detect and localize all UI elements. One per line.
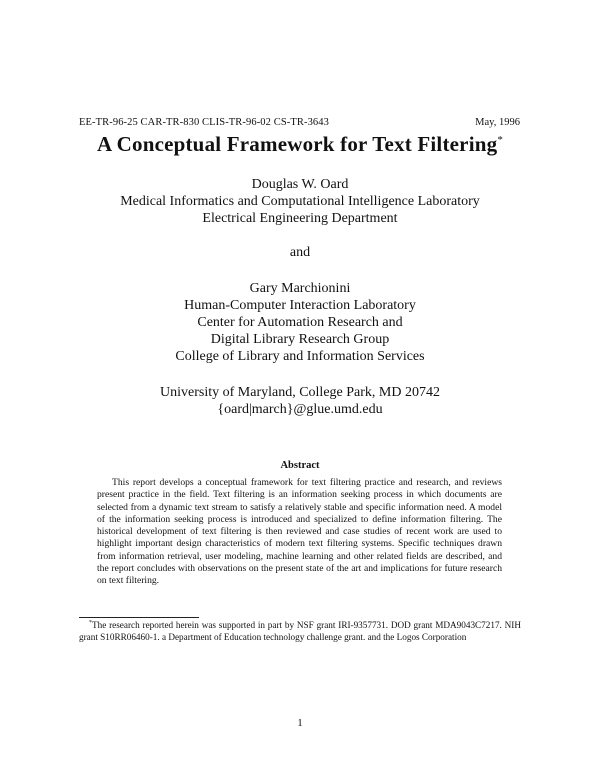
author1-name: Douglas W. Oard — [251, 177, 349, 192]
author-email: {oard|march}@glue.umd.edu — [217, 402, 383, 417]
author2-affiliation-3: Digital Library Research Group — [210, 332, 390, 347]
report-date: May, 1996 — [475, 117, 520, 128]
institution-address: University of Maryland, College Park, MD 20742 — [160, 385, 440, 400]
page-number: 1 — [297, 717, 303, 729]
author2-affiliation-1: Human-Computer Interaction Laboratory — [184, 298, 416, 313]
footnote — [79, 619, 521, 643]
paper-title — [0, 132, 600, 157]
author2-affiliation-2: Center for Automation Research and — [197, 315, 403, 330]
footnote-marker: * — [89, 619, 92, 626]
title-footnote-marker: * — [497, 134, 504, 146]
author1-affiliation-2: Electrical Engineering Department — [202, 211, 398, 226]
author-conjunction: and — [289, 245, 311, 260]
author1-affiliation-1: Medical Informatics and Computational Intelligence Laboratory — [120, 194, 480, 209]
paper-title-text: A Conceptual Framework for Text Filtering — [96, 132, 498, 156]
footnote-rule — [79, 617, 199, 618]
author2-name: Gary Marchionini — [249, 281, 351, 296]
abstract-heading: Abstract — [280, 460, 320, 471]
author2-affiliation-4: College of Library and Information Services — [175, 349, 425, 364]
report-numbers: EE-TR-96-25 CAR-TR-830 CLIS-TR-96-02 CS-TR-3643 — [79, 117, 329, 128]
abstract-body: This report develops a conceptual framework for text filtering practice and research, and reviews present practice in the field. Text filtering is an information seeking process in which documents are selected from a dynamic text stream to satisfy a relatively stable and specific information need. A model of the information seeking process is introduced and specialized to define information filtering. The historical development of text filtering is then reviewed and case studies of recent work are used to highlight important design characteristics of modern text filtering systems. Specific techniques drawn from information retrieval, user modeling, machine learning and other related fields are described, and the report concludes with observations on the present state of the art and implications for future research on text filtering. — [97, 477, 502, 587]
footnote-text: The research reported herein was supported in part by NSF grant IRI-9357731. DOD grant MDA9043C7217. NIH grant S10RR06460-1. a Department of Education technology challenge grant. and the Logos Corporation — [79, 620, 521, 642]
